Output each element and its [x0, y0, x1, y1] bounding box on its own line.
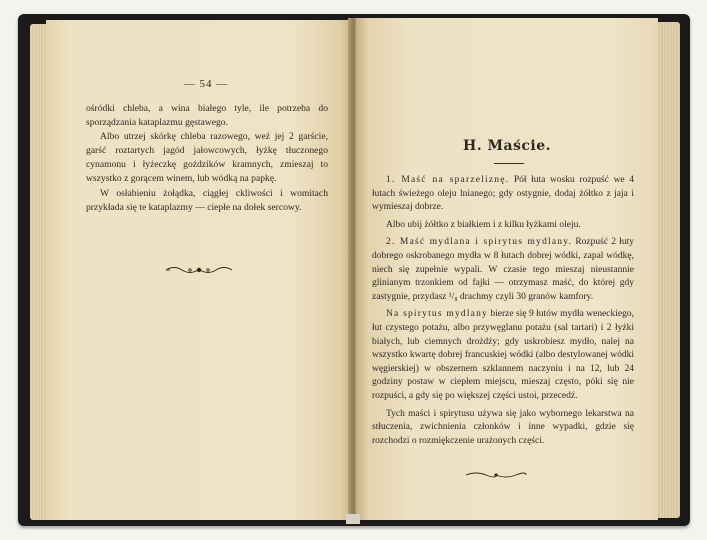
ornament-flourish-icon [464, 470, 528, 480]
left-paragraph-1: ośródki chleba, a wina białego tyle, ile potrzeba do sporządzania kataplazmu gęstawego. [86, 103, 328, 129]
recipe-3 [372, 308, 634, 403]
recipe-3-label: Na spirytus mydlany [386, 309, 488, 320]
page-number: — 54 — [183, 78, 229, 90]
right-page-text [372, 174, 634, 452]
recipe-1-alt: Albo ubij żółtko z białkiem i z kilku łyżkami oleju. [386, 219, 581, 230]
page-edges-right [656, 22, 680, 518]
left-paragraph-2: Albo utrzej skórkę chleba razowego, weź jej 2 garście, garść roztartych jagód jałowcowych, łyżkę tłuczonego cynamonu i łyżeczkę goździków kramnych, zmieszaj to wszystko z gorącem winem, lub wódką na papkę. [86, 131, 328, 185]
recipe-1 [372, 174, 634, 215]
ornament-flourish-icon [164, 264, 234, 276]
recipe-2-text: Rozpuść 2 łuty dobrego oskrobanego mydła w 8 łutach dobrej wódki, zapal wódkę, niech się zupełnie wypali. W czasie tego mieszaj nieustannie glinianym trzonkiem od fajki — otrzymasz maść, do której gdy zastygnie, przydasz ¹/₈ drachmy czyli 30 granów kamfory. [372, 237, 634, 302]
recipe-3-text: bierze się 9 łutów mydła weneckiego, łut czystego potażu, albo przywęglanu potażu (sal tartari) i 2 łyżki białych, lub ciemnych drożdży; gdy uskrobiesz mydło, nalej na wszystko kwartę dobrej francuskiej wódki (albo destylowanej wódki węgierskiej) w obszernem szklannem naczyniu i na 12, lub 24 godziny postaw w ciepłem miejscu, mieszaj często, póki się nie rozpuści, a gdy się po większej części ustoi, przecedź. [372, 309, 635, 401]
left-paragraph-3: W osłabieniu żołądka, ciągłej ckliwości i womitach przykłada się te kataplazmy — ciepłe na dołek sercowy. [86, 187, 328, 213]
usage-note: Tych maści i spirytusu używa się jako wybornego lekarstwa na stłuczenia, zwichnienia członków i inne wypadki, gdzie się rozchodzi o rozmiękczenie urażonych części. [372, 408, 634, 446]
left-page-text [86, 102, 328, 215]
bookmark-tab [346, 514, 360, 524]
heading-rule [494, 163, 524, 164]
left-page [46, 20, 352, 520]
recipe-1-text: Pół łuta wosku rozpuść we 4 łutach świeżego oleju lnianego; gdy ostygnie, dodaj żółtko z jaja i wymieszaj dobrze. [372, 175, 635, 213]
section-heading: H. Maście. [462, 138, 552, 154]
right-page [356, 18, 658, 520]
recipe-1-label: 1. Maść na sparzeliznę. [386, 175, 510, 185]
recipe-2 [372, 236, 634, 304]
recipe-2-label: 2. Maść mydlana i spirytus mydlany. [386, 237, 573, 248]
